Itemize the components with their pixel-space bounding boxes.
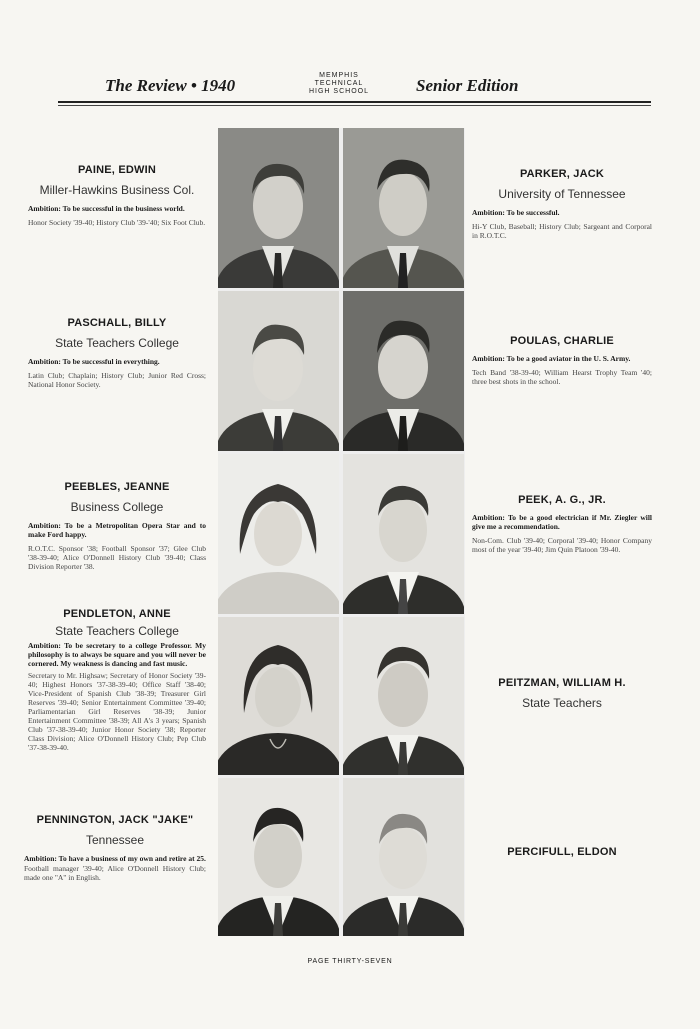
student-ambition: Ambition: To be a good aviator in the U. S. Army. [472,354,631,363]
portrait-photo-poulas [343,291,464,451]
portrait-photo-percifull [343,778,464,936]
student-activities: Secretary to Mr. Highsaw; Secretary of Honor Society '39-40; Highest Honors '37-38-39-40; Office Staff '38-40; Vice-President of Spanish Club '38-39; Treasurer Girl Reserves '39-40; Senior Entertainment Committee '39-40; Parliamentarian Girl Reserves '38-39; Junior Entertainment Committee '38-39; All A's 3 years; Spanish Club '37-38-39-40; Junior Honor Society '38; Reporter Class Division; Alice O'Donnell History Club; Pep Club '37-38-39-40. [28,671,206,752]
student-entry-paine [28,164,206,227]
student-name: PEITZMAN, WILLIAM H. [498,677,626,689]
student-activities: Football manager '39-40; Alice O'Donnell History Club; made one "A" in English. [24,864,206,882]
student-name: POULAS, CHARLIE [510,335,614,347]
portrait-photo-paine [218,128,339,288]
student-entry-peitzman [472,677,652,710]
student-school: State Teachers [522,696,602,710]
student-ambition: Ambition: To be successful. [472,208,560,217]
student-activities: Latin Club; Chaplain; History Club; Junior Red Cross; National Honor Society. [28,371,206,389]
student-name: PENNINGTON, JACK "JAKE" [36,814,194,826]
student-activities: Honor Society '39-40; History Club '39-'40; Six Foot Club. [28,218,206,227]
student-school: Business College [70,500,164,514]
student-school: State Teachers College [55,336,179,350]
student-name: PARKER, JACK [519,168,605,180]
student-activities: R.O.T.C. Sponsor '38; Football Sponsor '37; Glee Club '38-39-40; Alice O'Donnell History Club '39-40; Class Division Reporter '38. [28,544,206,571]
publication-title: The Review • 1940 [105,76,236,95]
portrait-photo-pendleton [218,617,339,775]
page-number: PAGE THIRTY-SEVEN [307,958,393,965]
student-ambition: Ambition: To have a business of my own and retire at 25. [24,854,206,863]
header-rule [58,101,651,103]
portrait-photo-peebles [218,454,339,614]
student-ambition: Ambition: To be secretary to a college Professor. My philosophy is to always be square and you will never be cornered. My weakness is dancing and fast music. [28,641,206,668]
portrait-photo-pennington [218,778,339,936]
student-entry-percifull [472,846,652,858]
student-name: PENDLETON, ANNE [63,608,171,620]
student-school: Tennessee [85,833,145,847]
portrait-photo-parker [343,128,464,288]
student-entry-parker [472,168,652,240]
school-name-line-2: TECHNICAL [314,80,364,87]
student-name: PERCIFULL, ELDON [507,846,617,858]
portrait-photo-peek [343,454,464,614]
student-entry-pennington [24,814,206,882]
portrait-photo-paschall [218,291,339,451]
student-name: PEEK, A. G., JR. [518,494,606,506]
school-name-line-1: MEMPHIS [319,72,359,79]
student-ambition: Ambition: To be successful in the business world. [28,204,185,213]
student-entry-peek [472,494,652,554]
student-name: PEEBLES, JEANNE [64,481,170,493]
student-ambition: Ambition: To be a good electrician if Mr. Ziegler will give me a recommendation. [472,513,652,531]
student-entry-peebles [28,481,206,571]
school-name-line-3: HIGH SCHOOL [308,88,369,95]
student-entry-paschall [28,317,206,389]
student-activities: Non-Com. Club '39-40; Corporal '39-40; Honor Company most of the year '39-40; Jim Quin Platoon '39-40. [472,536,652,554]
portrait-grid [218,128,465,936]
student-activities: Hi-Y Club, Baseball; History Club; Sargeant and Corporal in R.O.T.C. [472,222,652,240]
student-name: PAINE, EDWIN [78,164,156,176]
student-ambition: Ambition: To be successful in everything. [28,357,160,366]
student-ambition: Ambition: To be a Metropolitan Opera Star and to make Ford happy. [28,521,206,539]
student-activities: Tech Band '38-39-40; William Hearst Trophy Team '40; three best shots in the school. [472,368,652,386]
student-name: PASCHALL, BILLY [67,317,167,329]
student-school: University of Tennessee [498,187,626,201]
page-header [100,70,540,100]
student-school: State Teachers College [55,624,179,638]
student-school: Miller-Hawkins Business Col. [39,183,195,197]
student-entry-pendleton [28,608,206,752]
portrait-photo-peitzman [343,617,464,775]
student-entry-poulas [472,335,652,386]
school-name [306,72,372,96]
edition-title: Senior Edition [416,76,519,95]
